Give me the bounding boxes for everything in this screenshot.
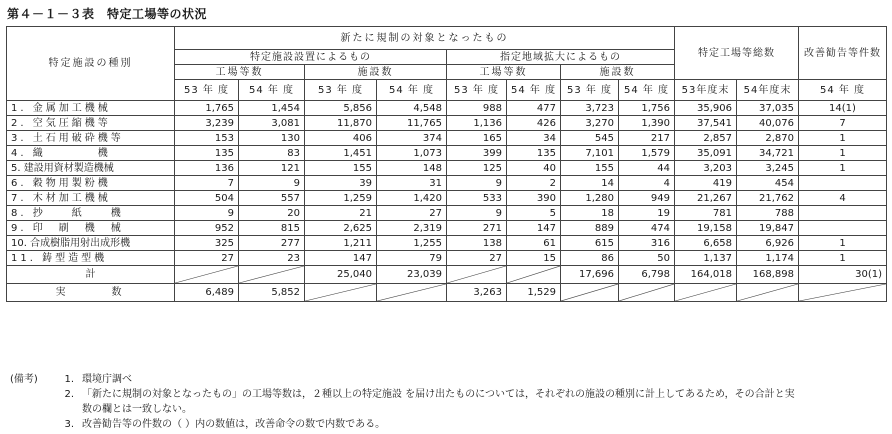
total-row — [7, 266, 887, 284]
table-row — [7, 161, 887, 176]
table-cell: 27 — [377, 206, 447, 221]
empty-diagonal-cell — [737, 284, 799, 302]
table-cell: 165 — [447, 131, 507, 146]
table-cell: 6,658 — [675, 236, 737, 251]
year53-header: 53 年 度 — [305, 80, 377, 101]
total-end53: 164,018 — [675, 266, 737, 284]
empty-diagonal-cell — [377, 284, 447, 302]
table-cell: 35,091 — [675, 146, 737, 161]
table-cell: 949 — [619, 191, 675, 206]
end53-header: 53年度末 — [675, 80, 737, 101]
table-cell: 11,870 — [305, 116, 377, 131]
table-cell: 35,906 — [675, 101, 737, 116]
actual-f53: 6,489 — [175, 284, 239, 302]
table-cell: 40,076 — [737, 116, 799, 131]
table-cell: 1 — [799, 131, 887, 146]
table-cell: 3,081 — [239, 116, 305, 131]
table-row — [7, 101, 887, 116]
total-area54: 6,798 — [619, 266, 675, 284]
note-text: 改善勧告等の件数の（ ）内の数値は，改善命令の数で内数である。 — [82, 419, 386, 430]
table-cell: 34,721 — [737, 146, 799, 161]
table-cell: 1 — [799, 161, 887, 176]
actual-f54: 5,852 — [239, 284, 305, 302]
table-cell: 1,579 — [619, 146, 675, 161]
table-cell: 316 — [619, 236, 675, 251]
note-row — [10, 402, 884, 417]
table-cell: 135 — [507, 146, 561, 161]
table-cell: 217 — [619, 131, 675, 146]
table-cell: 988 — [447, 101, 507, 116]
table-cell: 34 — [507, 131, 561, 146]
table-cell: 136 — [175, 161, 239, 176]
empty-diagonal-cell — [239, 266, 305, 284]
table-cell: 14 — [561, 176, 619, 191]
table-row — [7, 251, 887, 266]
table-cell: 1 — [799, 251, 887, 266]
table-cell: 121 — [239, 161, 305, 176]
empty-diagonal-cell — [619, 284, 675, 302]
table-cell: 1,259 — [305, 191, 377, 206]
total-factories-header: 特定工場等総数 — [675, 27, 799, 80]
empty-diagonal-cell — [305, 284, 377, 302]
table-cell: 1,136 — [447, 116, 507, 131]
table-cell: 147 — [507, 221, 561, 236]
year53-header: 53 年 度 — [561, 80, 619, 101]
note-text: 数の欄とは一致しない。 — [82, 404, 192, 415]
row-label: 1. 金属加工機械 — [7, 101, 175, 116]
table-cell: 3,245 — [737, 161, 799, 176]
table-cell: 4 — [619, 176, 675, 191]
table-cell: 545 — [561, 131, 619, 146]
table-cell: 390 — [507, 191, 561, 206]
table-cell: 1,420 — [377, 191, 447, 206]
table-cell: 454 — [737, 176, 799, 191]
table-cell: 1,765 — [175, 101, 239, 116]
table-cell: 155 — [561, 161, 619, 176]
factories-header: 工場等数 — [175, 65, 305, 80]
year54-header: 54 年 度 — [239, 80, 305, 101]
table-cell: 39 — [305, 176, 377, 191]
table-cell: 50 — [619, 251, 675, 266]
actual-label: 実 数 — [7, 284, 175, 302]
table-cell: 148 — [377, 161, 447, 176]
row-label: 11. 鋳型造型機 — [7, 251, 175, 266]
empty-diagonal-cell — [675, 284, 737, 302]
table-cell: 9 — [239, 176, 305, 191]
table-cell: 9 — [175, 206, 239, 221]
table-cell: 1,451 — [305, 146, 377, 161]
table-cell: 1,255 — [377, 236, 447, 251]
table-cell: 37,541 — [675, 116, 737, 131]
empty-diagonal-cell — [507, 266, 561, 284]
table-cell: 1,211 — [305, 236, 377, 251]
total-area53: 17,696 — [561, 266, 619, 284]
table-cell: 19 — [619, 206, 675, 221]
note-row — [10, 387, 884, 402]
table-cell: 153 — [175, 131, 239, 146]
notes — [10, 372, 884, 432]
row-label: 7. 木材加工機械 — [7, 191, 175, 206]
table-cell: 130 — [239, 131, 305, 146]
table-cell: 815 — [239, 221, 305, 236]
table-row — [7, 116, 887, 131]
total-end54: 168,898 — [737, 266, 799, 284]
note-row — [10, 372, 884, 387]
table-cell: 1 — [799, 146, 887, 161]
table-cell: 325 — [175, 236, 239, 251]
table-cell: 504 — [175, 191, 239, 206]
table-cell: 533 — [447, 191, 507, 206]
sub-area-header: 指定地域拡大によるもの — [447, 50, 675, 65]
table-cell: 4 — [799, 191, 887, 206]
table-cell: 21,762 — [737, 191, 799, 206]
table-cell: 2,625 — [305, 221, 377, 236]
row-label: 9. 印 刷 機 械 — [7, 221, 175, 236]
year53-header: 53 年 度 — [175, 80, 239, 101]
row-label: 8. 抄 紙 機 — [7, 206, 175, 221]
end54-header: 54年度末 — [737, 80, 799, 101]
table-cell: 147 — [305, 251, 377, 266]
year54-header: 54 年 度 — [619, 80, 675, 101]
table-cell: 79 — [377, 251, 447, 266]
table-cell: 27 — [447, 251, 507, 266]
table-cell: 20 — [239, 206, 305, 221]
table-row — [7, 176, 887, 191]
table-cell: 557 — [239, 191, 305, 206]
recommend-header: 改善勧告等件数 — [799, 27, 887, 80]
type-col-header: 特定施設の種別 — [7, 27, 175, 101]
actual-row — [7, 284, 887, 302]
table-row — [7, 146, 887, 161]
table-cell: 374 — [377, 131, 447, 146]
table-cell: 2,319 — [377, 221, 447, 236]
table-cell: 2 — [507, 176, 561, 191]
table-cell: 3,723 — [561, 101, 619, 116]
table-cell: 1,280 — [561, 191, 619, 206]
table-cell: 426 — [507, 116, 561, 131]
row-label: 3. 土石用破砕機等 — [7, 131, 175, 146]
table-cell: 27 — [175, 251, 239, 266]
table-cell: 19,158 — [675, 221, 737, 236]
year53-header: 53 年 度 — [447, 80, 507, 101]
table-cell: 61 — [507, 236, 561, 251]
table-cell: 138 — [447, 236, 507, 251]
table-cell: 1,174 — [737, 251, 799, 266]
table-cell: 1,454 — [239, 101, 305, 116]
row-label: 10. 合成樹脂用射出成形機 — [7, 236, 175, 251]
total-label: 計 — [7, 266, 175, 284]
table-cell: 7,101 — [561, 146, 619, 161]
empty-diagonal-cell — [447, 266, 507, 284]
note-number: 1. — [64, 374, 74, 385]
note-text: 環境庁調べ — [82, 374, 132, 385]
note-number: 3. — [64, 419, 74, 430]
table-cell: 2,870 — [737, 131, 799, 146]
table-cell: 9 — [447, 206, 507, 221]
table-cell: 155 — [305, 161, 377, 176]
table-cell: 83 — [239, 146, 305, 161]
row-label: 2. 空気圧縮機等 — [7, 116, 175, 131]
note-number: 2. — [64, 389, 74, 400]
table-cell: 615 — [561, 236, 619, 251]
table-cell: 2,857 — [675, 131, 737, 146]
table-cell — [799, 206, 887, 221]
sub-facility-header: 特定施設設置によるもの — [175, 50, 447, 65]
table-cell: 135 — [175, 146, 239, 161]
table-cell — [799, 176, 887, 191]
actual-a54: 1,529 — [507, 284, 561, 302]
year54-header: 54 年 度 — [507, 80, 561, 101]
factory-status-table — [6, 26, 887, 302]
year54-header: 54 年 度 — [377, 80, 447, 101]
header-row-1 — [7, 27, 887, 50]
table-cell: 5 — [507, 206, 561, 221]
table-cell: 44 — [619, 161, 675, 176]
data-rows — [7, 101, 887, 266]
table-cell: 21 — [305, 206, 377, 221]
table-title: 第４－１－３表 特定工場等の状況 — [7, 7, 208, 21]
table-cell: 15 — [507, 251, 561, 266]
table-cell: 474 — [619, 221, 675, 236]
table-cell: 1 — [799, 236, 887, 251]
table-row — [7, 206, 887, 221]
recommend-year-header: 54 年 度 — [799, 80, 887, 101]
facilities-header: 施設数 — [305, 65, 447, 80]
factories2-header: 工場等数 — [447, 65, 561, 80]
table-cell: 277 — [239, 236, 305, 251]
facilities2-header: 施設数 — [561, 65, 675, 80]
actual-a53: 3,263 — [447, 284, 507, 302]
empty-diagonal-cell — [561, 284, 619, 302]
table-cell: 4,548 — [377, 101, 447, 116]
notes-key: (備考) — [10, 374, 38, 385]
table-cell: 788 — [737, 206, 799, 221]
empty-diagonal-cell — [175, 266, 239, 284]
table-row — [7, 131, 887, 146]
table-cell: 40 — [507, 161, 561, 176]
table-row — [7, 236, 887, 251]
table-cell: 419 — [675, 176, 737, 191]
table-cell: 9 — [447, 176, 507, 191]
table-cell: 23 — [239, 251, 305, 266]
table-row — [7, 221, 887, 236]
table-cell: 125 — [447, 161, 507, 176]
table-cell: 399 — [447, 146, 507, 161]
table-cell: 3,239 — [175, 116, 239, 131]
empty-diagonal-cell — [799, 284, 887, 302]
total-recommend: 30(1) — [799, 266, 887, 284]
table-cell: 1,073 — [377, 146, 447, 161]
table-cell: 86 — [561, 251, 619, 266]
new-group-header: 新たに規制の対象となったもの — [175, 27, 675, 50]
table-cell: 1,137 — [675, 251, 737, 266]
table-cell: 18 — [561, 206, 619, 221]
table-cell: 1,390 — [619, 116, 675, 131]
table-cell: 11,765 — [377, 116, 447, 131]
table-cell: 3,270 — [561, 116, 619, 131]
row-label: 4. 織 機 — [7, 146, 175, 161]
row-label: 6. 穀物用製粉機 — [7, 176, 175, 191]
table-cell: 889 — [561, 221, 619, 236]
table-cell: 14(1) — [799, 101, 887, 116]
table-cell: 1,756 — [619, 101, 675, 116]
table-cell: 7 — [799, 116, 887, 131]
table-cell: 31 — [377, 176, 447, 191]
table-cell — [799, 221, 887, 236]
table-cell: 406 — [305, 131, 377, 146]
table-cell: 6,926 — [737, 236, 799, 251]
total-facilities54: 23,039 — [377, 266, 447, 284]
total-facilities53: 25,040 — [305, 266, 377, 284]
note-number — [56, 402, 74, 417]
table-cell: 5,856 — [305, 101, 377, 116]
table-cell: 19,847 — [737, 221, 799, 236]
table-cell: 952 — [175, 221, 239, 236]
row-label: 5. 建設用資材製造機械 — [7, 161, 175, 176]
table-cell: 271 — [447, 221, 507, 236]
table-cell: 3,203 — [675, 161, 737, 176]
table-row — [7, 191, 887, 206]
table-cell: 7 — [175, 176, 239, 191]
table-cell: 477 — [507, 101, 561, 116]
note-text: 「新たに規制の対象となったもの」の工場等数は，２種以上の特定施設 を届け出たものについては，それぞれの施設の種別に計上してあるため，その合計と実 — [82, 389, 795, 400]
note-row — [10, 417, 884, 432]
table-cell: 781 — [675, 206, 737, 221]
table-cell: 37,035 — [737, 101, 799, 116]
table-cell: 21,267 — [675, 191, 737, 206]
